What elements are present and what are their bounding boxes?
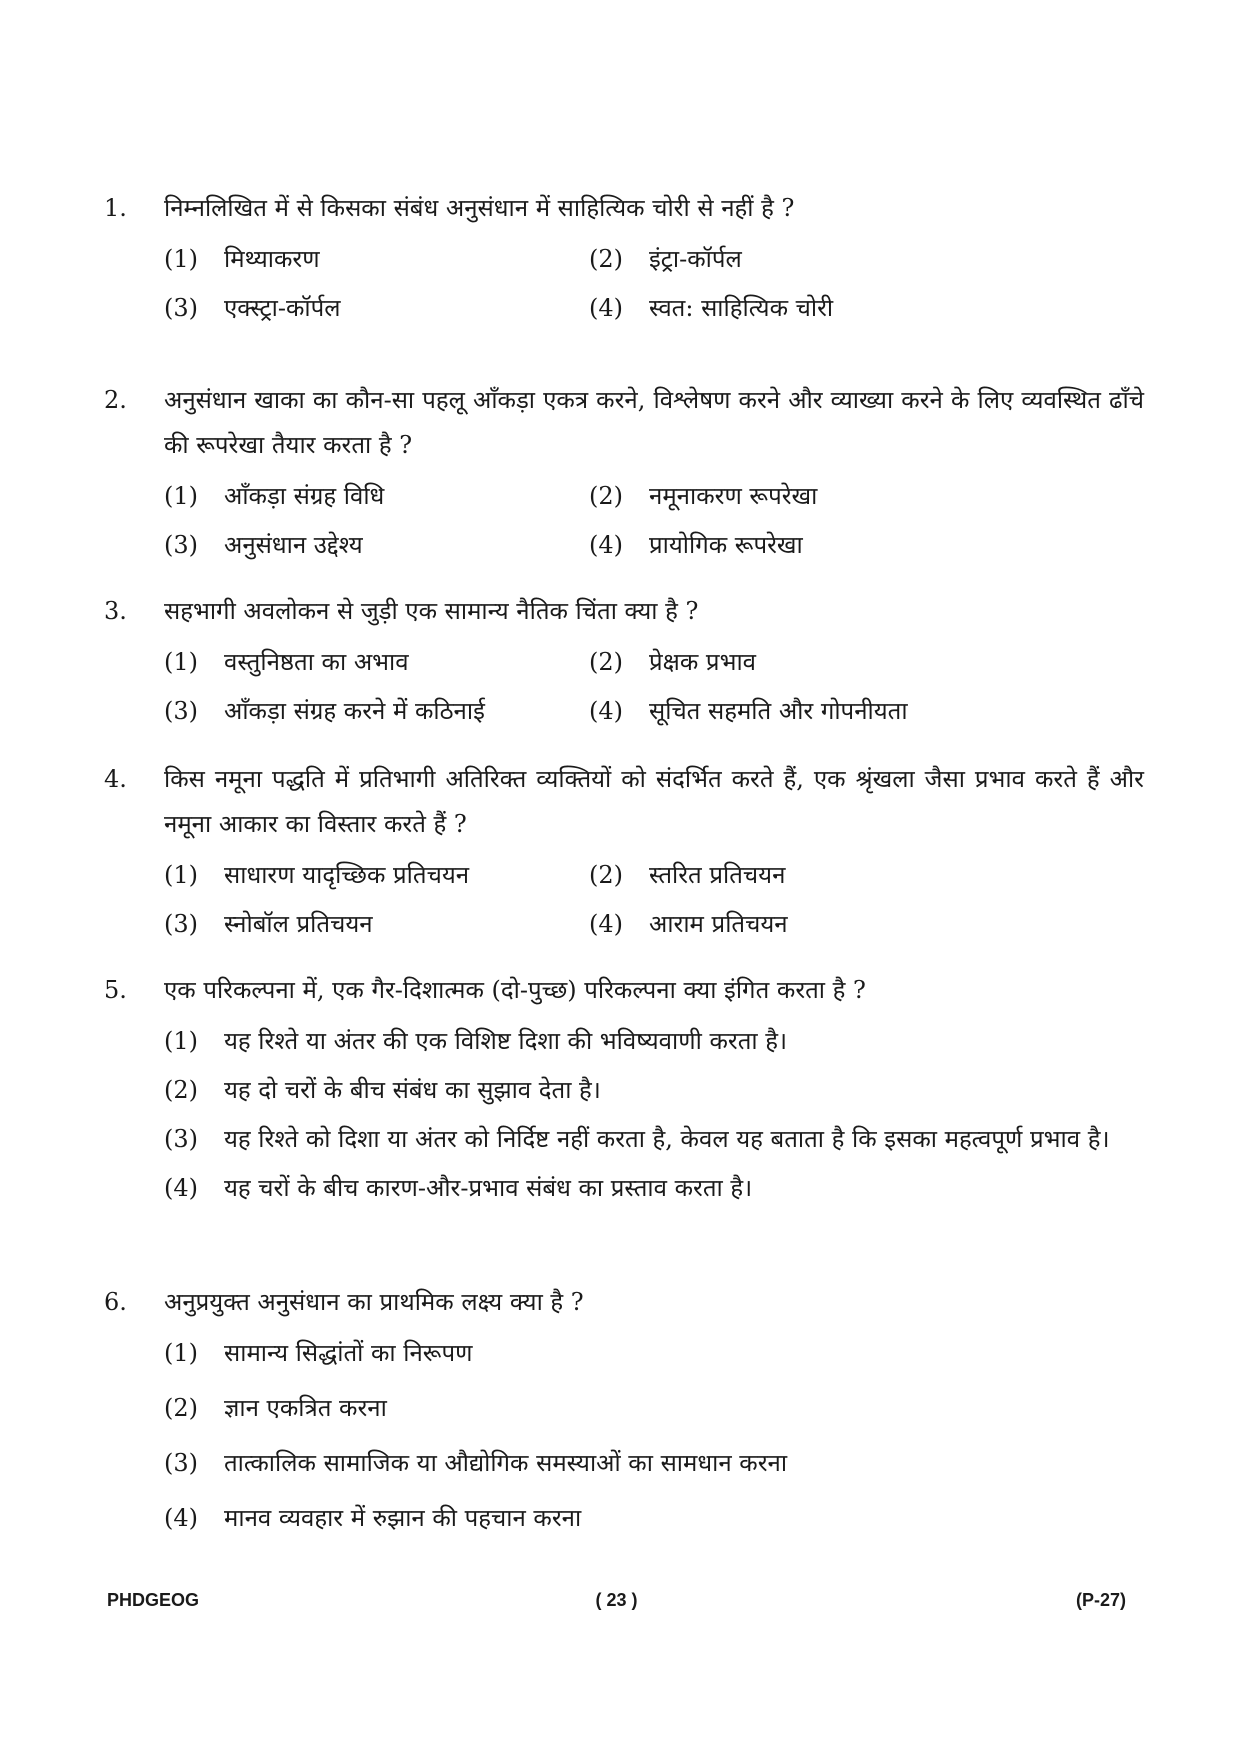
options-grid xyxy=(164,474,1144,568)
option-4 xyxy=(589,286,1144,331)
option-number: (2) xyxy=(589,861,623,889)
options-grid xyxy=(164,237,1144,331)
option-text: प्रायोगिक रूपरेखा xyxy=(649,531,803,559)
option-2 xyxy=(589,237,1144,282)
option-4 xyxy=(589,523,1144,568)
option-text: आँकड़ा संग्रह विधि xyxy=(224,482,385,510)
option-number: (1) xyxy=(164,861,198,889)
option-number: (4) xyxy=(589,697,623,725)
option-text: स्वत: साहित्यिक चोरी xyxy=(649,294,834,322)
option-number: (4) xyxy=(164,1174,198,1202)
question-number: 5. xyxy=(104,976,127,1004)
option-text: अनुसंधान उद्देश्य xyxy=(224,531,363,559)
option-text: स्तरित प्रतिचयन xyxy=(649,861,786,889)
option-2 xyxy=(589,853,1144,898)
option-2 xyxy=(589,640,1144,685)
option-text: मानव व्यवहार में रुझान की पहचान करना xyxy=(224,1504,582,1532)
question-2 xyxy=(104,378,1144,568)
option-text: एक्स्ट्रा-कॉर्पल xyxy=(224,294,341,322)
option-text: यह दो चरों के बीच संबंध का सुझाव देता है। xyxy=(224,1076,601,1104)
option-number: (4) xyxy=(164,1504,198,1532)
options-grid xyxy=(164,853,1144,947)
question-1 xyxy=(104,186,1144,331)
option-text: स्नोबॉल प्रतिचयन xyxy=(224,910,373,938)
question-number: 4. xyxy=(104,765,127,793)
question-text: सहभागी अवलोकन से जुड़ी एक सामान्य नैतिक चिंता क्या है ? xyxy=(164,597,699,625)
option-text: आराम प्रतिचयन xyxy=(649,910,788,938)
option-4 xyxy=(164,1496,1144,1541)
footer-set-code: (P-27) xyxy=(1075,1590,1126,1610)
question-number: 1. xyxy=(104,194,127,222)
option-text: वस्तुनिष्ठता का अभाव xyxy=(224,648,409,676)
option-1 xyxy=(164,237,589,282)
option-3 xyxy=(164,1117,1144,1162)
option-number: (3) xyxy=(164,697,198,725)
question-text: अनुप्रयुक्त अनुसंधान का प्राथमिक लक्ष्य क्या है ? xyxy=(164,1288,584,1316)
option-3 xyxy=(164,902,589,947)
option-3 xyxy=(164,689,589,734)
option-number: (2) xyxy=(164,1394,198,1422)
option-1 xyxy=(164,853,589,898)
option-text: सूचित सहमति और गोपनीयता xyxy=(649,697,908,725)
option-number: (3) xyxy=(164,294,198,322)
question-text: किस नमूना पद्धति में प्रतिभागी अतिरिक्त व्यक्तियों को संदर्भित करते हैं, एक श्रृंखला जैसा प्रभाव करते हैं और नमूना आकार का विस्तार करते हैं ? xyxy=(164,765,1144,838)
option-text: तात्कालिक सामाजिक या औद्योगिक समस्याओं का सामधान करना xyxy=(224,1449,788,1477)
option-1 xyxy=(164,640,589,685)
option-2 xyxy=(164,1386,1144,1431)
option-text: ज्ञान एकत्रित करना xyxy=(224,1394,387,1422)
option-number: (2) xyxy=(589,245,623,273)
option-number: (4) xyxy=(589,531,623,559)
option-number: (3) xyxy=(164,1449,198,1477)
option-4 xyxy=(164,1166,1144,1211)
question-6 xyxy=(104,1280,1144,1551)
option-number: (4) xyxy=(589,910,623,938)
question-text: अनुसंधान खाका का कौन-सा पहलू आँकड़ा एकत्र करने, विश्लेषण करने और व्याख्या करने के लिए व्यवस्थित ढाँचे की रूपरेखा तैयार करता है ? xyxy=(164,386,1144,459)
option-text: नमूनाकरण रूपरेखा xyxy=(649,482,818,510)
option-1 xyxy=(164,1331,1144,1376)
option-4 xyxy=(589,902,1144,947)
option-text: साधारण यादृच्छिक प्रतिचयन xyxy=(224,861,470,889)
option-number: (3) xyxy=(164,1125,198,1153)
footer-exam-code: PHDGEOG xyxy=(107,1590,200,1610)
option-number: (1) xyxy=(164,648,198,676)
option-2 xyxy=(589,474,1144,519)
options-list xyxy=(164,1331,1144,1541)
footer-page-number: ( 23 ) xyxy=(595,1590,638,1610)
option-text: मिथ्याकरण xyxy=(224,245,320,273)
option-text: सामान्य सिद्धांतों का निरूपण xyxy=(224,1339,473,1367)
option-text: यह रिश्ते या अंतर की एक विशिष्ट दिशा की भविष्यवाणी करता है। xyxy=(224,1027,788,1055)
option-number: (3) xyxy=(164,910,198,938)
question-3 xyxy=(104,589,1144,734)
question-4 xyxy=(104,757,1144,947)
option-number: (1) xyxy=(164,1027,198,1055)
option-number: (2) xyxy=(589,482,623,510)
options-list xyxy=(164,1019,1144,1211)
option-number: (1) xyxy=(164,245,198,273)
option-4 xyxy=(589,689,1144,734)
question-number: 6. xyxy=(104,1288,127,1316)
option-number: (2) xyxy=(589,648,623,676)
option-number: (3) xyxy=(164,531,198,559)
option-3 xyxy=(164,1441,1144,1486)
option-2 xyxy=(164,1068,1144,1113)
option-number: (2) xyxy=(164,1076,198,1104)
option-number: (1) xyxy=(164,482,198,510)
question-5 xyxy=(104,968,1144,1215)
option-text: इंट्रा-कॉर्पल xyxy=(649,245,742,273)
option-text: आँकड़ा संग्रह करने में कठिनाई xyxy=(224,697,485,725)
question-number: 2. xyxy=(104,386,127,414)
options-grid xyxy=(164,640,1144,734)
option-1 xyxy=(164,1019,1144,1064)
option-text: प्रेक्षक प्रभाव xyxy=(649,648,757,676)
option-3 xyxy=(164,523,589,568)
option-text: यह चरों के बीच कारण-और-प्रभाव संबंध का प्रस्ताव करता है। xyxy=(224,1174,753,1202)
question-number: 3. xyxy=(104,597,127,625)
page-footer xyxy=(107,1590,1126,1620)
question-text: एक परिकल्पना में, एक गैर-दिशात्मक (दो-पुच्छ) परिकल्पना क्या इंगित करता है ? xyxy=(164,976,866,1004)
option-number: (1) xyxy=(164,1339,198,1367)
option-3 xyxy=(164,286,589,331)
option-number: (4) xyxy=(589,294,623,322)
question-text: निम्नलिखित में से किसका संबंध अनुसंधान में साहित्यिक चोरी से नहीं है ? xyxy=(164,194,795,222)
option-text: यह रिश्ते को दिशा या अंतर को निर्दिष्ट नहीं करता है, केवल यह बताता है कि इसका महत्वपूर्ण प्रभाव है। xyxy=(224,1125,1110,1153)
option-1 xyxy=(164,474,589,519)
